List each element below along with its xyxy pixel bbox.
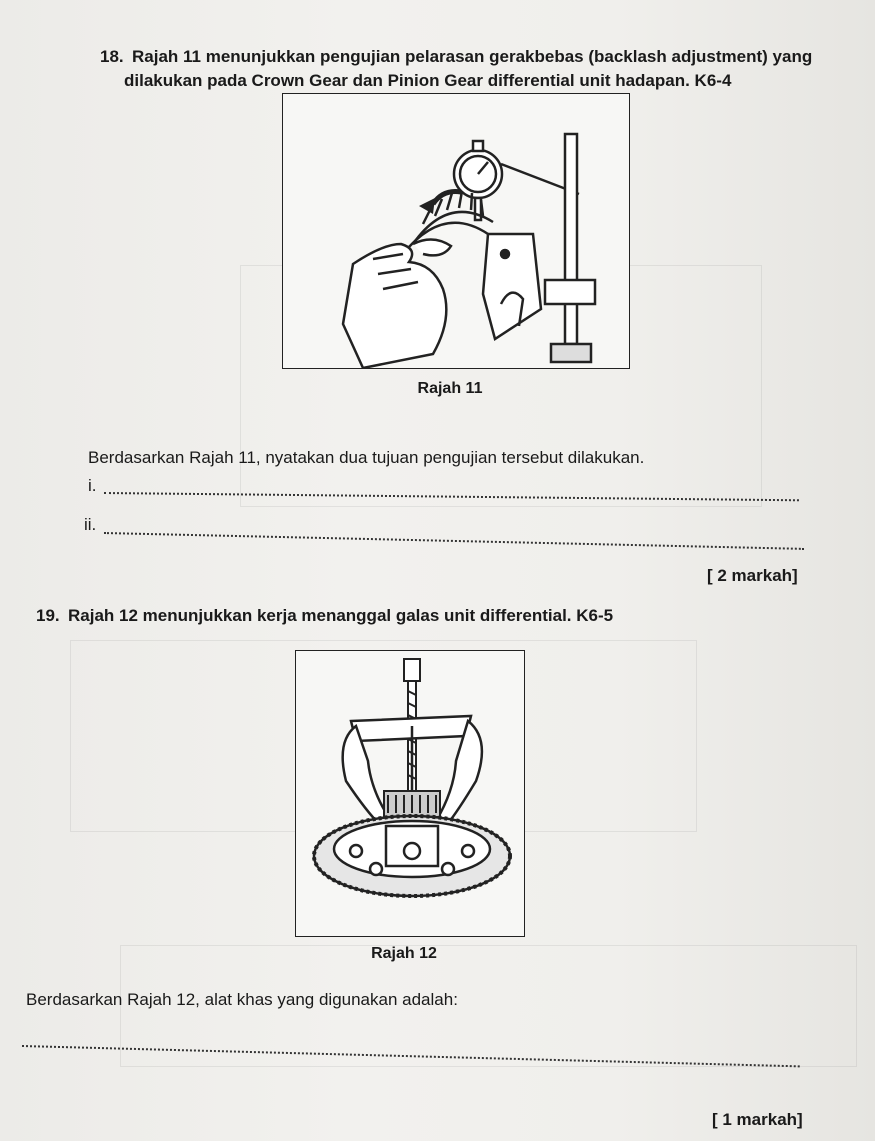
ring-gear [314,816,510,896]
q19-number: 19. [36,606,60,625]
q19-line-1: Rajah 12 menunjukkan kerja menanggal galas unit differential. K6-5 [68,606,614,625]
figure-11-caption: Rajah 11 [417,380,483,397]
dial-indicator [454,141,502,220]
figure-12-caption: Rajah 12 [371,945,437,962]
figure-rajah-12 [295,650,525,937]
differential-housing [483,234,541,339]
q18-number: 18. [100,47,124,66]
q19-marks: [ 1 markah] [712,1110,803,1129]
rotation-arrow [433,192,461,205]
q18-line-1: Rajah 11 menunjukkan pengujian pelarasan gerakbebas (backlash adjustment) yang [132,47,813,66]
answer-label-ii: ii. [84,515,97,534]
q18-prompt: Berdasarkan Rajah 11, nyatakan dua tujuan pengujian tersebut dilakukan. [88,448,645,467]
answer-label-i: i. [88,476,97,495]
answer-line-ii[interactable] [104,532,804,550]
q19-prompt: Berdasarkan Rajah 12, alat khas yang digunakan adalah: [26,990,458,1009]
bearing-puller-illustration [296,651,524,936]
bearing [384,791,440,817]
figure-rajah-11 [282,93,630,369]
q18-marks: [ 2 markah] [707,566,798,585]
backlash-test-illustration [283,94,629,368]
q18-line-2: dilakukan pada Crown Gear dan Pinion Gear differential unit hadapan. K6-4 [124,71,732,90]
technician-hands [343,239,451,368]
